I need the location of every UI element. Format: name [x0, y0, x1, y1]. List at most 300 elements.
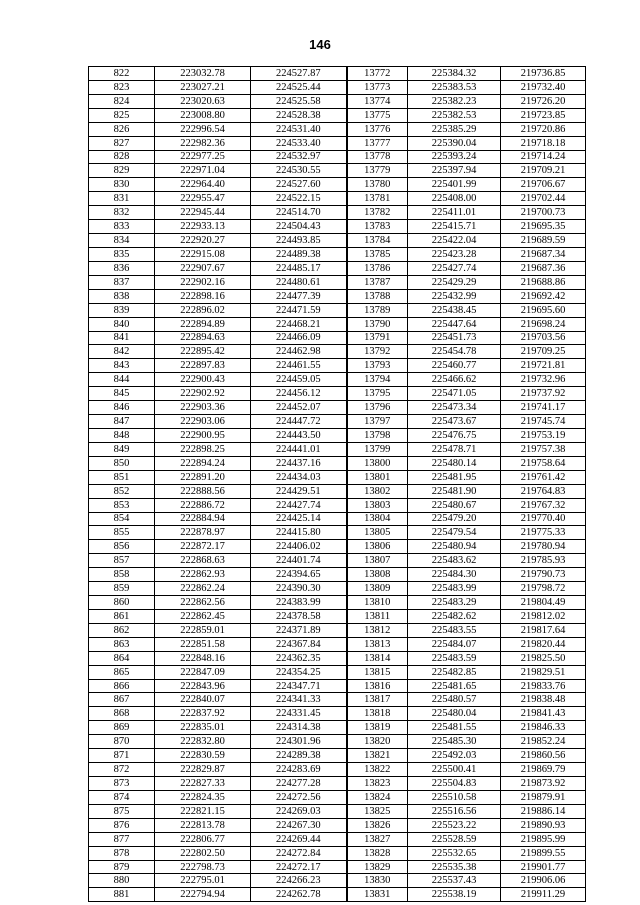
y-coordinate-cell: 224272.56 [251, 790, 347, 804]
y-coordinate-cell: 224528.38 [251, 108, 347, 122]
x-coordinate-cell: 225480.04 [408, 707, 501, 721]
y-coordinate-cell: 219895.99 [501, 832, 586, 846]
table-row [89, 554, 586, 568]
point-number-cell: 839 [89, 303, 155, 317]
point-number-cell: 13816 [347, 679, 408, 693]
point-number-cell: 13829 [347, 860, 408, 874]
x-coordinate-cell: 222903.36 [155, 401, 251, 415]
x-coordinate-cell: 225385.29 [408, 122, 501, 136]
x-coordinate-cell: 225481.55 [408, 721, 501, 735]
y-coordinate-cell: 219689.59 [501, 234, 586, 248]
x-coordinate-cell: 222794.94 [155, 888, 251, 902]
x-coordinate-cell: 222900.43 [155, 373, 251, 387]
y-coordinate-cell: 219700.73 [501, 206, 586, 220]
point-number-cell: 822 [89, 67, 155, 81]
point-number-cell: 13774 [347, 94, 408, 108]
x-coordinate-cell: 223020.63 [155, 94, 251, 108]
point-number-cell: 13783 [347, 220, 408, 234]
y-coordinate-cell: 224429.51 [251, 484, 347, 498]
y-coordinate-cell: 219869.79 [501, 763, 586, 777]
point-number-cell: 832 [89, 206, 155, 220]
x-coordinate-cell: 222977.25 [155, 150, 251, 164]
y-coordinate-cell: 219829.51 [501, 665, 586, 679]
table-row [89, 540, 586, 554]
x-coordinate-cell: 222895.42 [155, 345, 251, 359]
point-number-cell: 13779 [347, 164, 408, 178]
x-coordinate-cell: 222933.13 [155, 220, 251, 234]
y-coordinate-cell: 219703.56 [501, 331, 586, 345]
point-number-cell: 825 [89, 108, 155, 122]
y-coordinate-cell: 219721.81 [501, 359, 586, 373]
x-coordinate-cell: 225382.23 [408, 94, 501, 108]
point-number-cell: 13789 [347, 303, 408, 317]
point-number-cell: 868 [89, 707, 155, 721]
point-number-cell: 13802 [347, 484, 408, 498]
table-row [89, 442, 586, 456]
x-coordinate-cell: 222851.58 [155, 637, 251, 651]
y-coordinate-cell: 219688.86 [501, 275, 586, 289]
x-coordinate-cell: 225480.57 [408, 693, 501, 707]
y-coordinate-cell: 224477.39 [251, 289, 347, 303]
y-coordinate-cell: 224267.30 [251, 818, 347, 832]
x-coordinate-cell: 222900.95 [155, 428, 251, 442]
y-coordinate-cell: 219817.64 [501, 623, 586, 637]
y-coordinate-cell: 224443.50 [251, 428, 347, 442]
y-coordinate-cell: 219702.44 [501, 192, 586, 206]
point-number-cell: 13809 [347, 582, 408, 596]
point-number-cell: 13812 [347, 623, 408, 637]
point-number-cell: 13825 [347, 804, 408, 818]
table-row [89, 373, 586, 387]
y-coordinate-cell: 219879.91 [501, 790, 586, 804]
x-coordinate-cell: 225479.54 [408, 526, 501, 540]
table-row [89, 192, 586, 206]
x-coordinate-cell: 225447.64 [408, 317, 501, 331]
y-coordinate-cell: 219886.14 [501, 804, 586, 818]
y-coordinate-cell: 224530.55 [251, 164, 347, 178]
point-number-cell: 13773 [347, 80, 408, 94]
point-number-cell: 13790 [347, 317, 408, 331]
y-coordinate-cell: 224462.98 [251, 345, 347, 359]
x-coordinate-cell: 225482.85 [408, 665, 501, 679]
point-number-cell: 13822 [347, 763, 408, 777]
y-coordinate-cell: 219709.21 [501, 164, 586, 178]
y-coordinate-cell: 219695.35 [501, 220, 586, 234]
point-number-cell: 13808 [347, 568, 408, 582]
table-row [89, 804, 586, 818]
point-number-cell: 13810 [347, 596, 408, 610]
y-coordinate-cell: 219757.38 [501, 442, 586, 456]
point-number-cell: 862 [89, 623, 155, 637]
x-coordinate-cell: 225415.71 [408, 220, 501, 234]
y-coordinate-cell: 219901.77 [501, 860, 586, 874]
table-row [89, 428, 586, 442]
point-number-cell: 13818 [347, 707, 408, 721]
y-coordinate-cell: 224269.03 [251, 804, 347, 818]
y-coordinate-cell: 219873.92 [501, 777, 586, 791]
table-row [89, 303, 586, 317]
y-coordinate-cell: 219764.83 [501, 484, 586, 498]
point-number-cell: 13804 [347, 512, 408, 526]
point-number-cell: 871 [89, 749, 155, 763]
point-number-cell: 823 [89, 80, 155, 94]
point-number-cell: 13796 [347, 401, 408, 415]
y-coordinate-cell: 224266.23 [251, 874, 347, 888]
point-number-cell: 13782 [347, 206, 408, 220]
table-row [89, 122, 586, 136]
y-coordinate-cell: 224289.38 [251, 749, 347, 763]
table-row [89, 261, 586, 275]
x-coordinate-cell: 222830.59 [155, 749, 251, 763]
y-coordinate-cell: 224427.74 [251, 498, 347, 512]
y-coordinate-cell: 224272.84 [251, 846, 347, 860]
y-coordinate-cell: 219687.34 [501, 247, 586, 261]
x-coordinate-cell: 222848.16 [155, 651, 251, 665]
x-coordinate-cell: 222862.24 [155, 582, 251, 596]
x-coordinate-cell: 225523.22 [408, 818, 501, 832]
x-coordinate-cell: 222902.92 [155, 387, 251, 401]
table-row [89, 456, 586, 470]
x-coordinate-cell: 225480.14 [408, 456, 501, 470]
y-coordinate-cell: 224331.45 [251, 707, 347, 721]
table-row [89, 484, 586, 498]
point-number-cell: 872 [89, 763, 155, 777]
x-coordinate-cell: 223032.78 [155, 67, 251, 81]
point-number-cell: 13807 [347, 554, 408, 568]
y-coordinate-cell: 219812.02 [501, 609, 586, 623]
point-number-cell: 13778 [347, 150, 408, 164]
x-coordinate-cell: 225483.62 [408, 554, 501, 568]
y-coordinate-cell: 219798.72 [501, 582, 586, 596]
point-number-cell: 851 [89, 470, 155, 484]
x-coordinate-cell: 223027.21 [155, 80, 251, 94]
point-number-cell: 849 [89, 442, 155, 456]
x-coordinate-cell: 222894.24 [155, 456, 251, 470]
y-coordinate-cell: 224383.99 [251, 596, 347, 610]
x-coordinate-cell: 222878.97 [155, 526, 251, 540]
table-row [89, 401, 586, 415]
point-number-cell: 877 [89, 832, 155, 846]
point-number-cell: 13787 [347, 275, 408, 289]
x-coordinate-cell: 222832.80 [155, 735, 251, 749]
x-coordinate-cell: 225383.53 [408, 80, 501, 94]
table-row [89, 80, 586, 94]
x-coordinate-cell: 222862.56 [155, 596, 251, 610]
x-coordinate-cell: 222802.50 [155, 846, 251, 860]
y-coordinate-cell: 224504.43 [251, 220, 347, 234]
table-row [89, 234, 586, 248]
point-number-cell: 824 [89, 94, 155, 108]
point-number-cell: 875 [89, 804, 155, 818]
point-number-cell: 864 [89, 651, 155, 665]
y-coordinate-cell: 219820.44 [501, 637, 586, 651]
point-number-cell: 841 [89, 331, 155, 345]
x-coordinate-cell: 225427.74 [408, 261, 501, 275]
point-number-cell: 836 [89, 261, 155, 275]
point-number-cell: 13794 [347, 373, 408, 387]
x-coordinate-cell: 222843.96 [155, 679, 251, 693]
table-row [89, 860, 586, 874]
x-coordinate-cell: 225500.41 [408, 763, 501, 777]
table-row [89, 164, 586, 178]
y-coordinate-cell: 224452.07 [251, 401, 347, 415]
y-coordinate-cell: 224301.96 [251, 735, 347, 749]
x-coordinate-cell: 222806.77 [155, 832, 251, 846]
x-coordinate-cell: 223008.80 [155, 108, 251, 122]
page-number: 146 [309, 37, 331, 52]
table-row [89, 415, 586, 429]
table-row [89, 721, 586, 735]
y-coordinate-cell: 219825.50 [501, 651, 586, 665]
point-number-cell: 13780 [347, 178, 408, 192]
x-coordinate-cell: 222821.15 [155, 804, 251, 818]
x-coordinate-cell: 222824.35 [155, 790, 251, 804]
x-coordinate-cell: 222868.63 [155, 554, 251, 568]
y-coordinate-cell: 224277.28 [251, 777, 347, 791]
point-number-cell: 13772 [347, 67, 408, 81]
x-coordinate-cell: 225532.65 [408, 846, 501, 860]
table-row [89, 763, 586, 777]
y-coordinate-cell: 224461.55 [251, 359, 347, 373]
table-row [89, 777, 586, 791]
table-row [89, 651, 586, 665]
table-row [89, 749, 586, 763]
y-coordinate-cell: 219838.48 [501, 693, 586, 707]
table-row [89, 609, 586, 623]
y-coordinate-cell: 224456.12 [251, 387, 347, 401]
x-coordinate-cell: 222982.36 [155, 136, 251, 150]
point-number-cell: 858 [89, 568, 155, 582]
x-coordinate-cell: 222884.94 [155, 512, 251, 526]
x-coordinate-cell: 225382.53 [408, 108, 501, 122]
x-coordinate-cell: 222955.47 [155, 192, 251, 206]
y-coordinate-cell: 224347.71 [251, 679, 347, 693]
y-coordinate-cell: 219785.93 [501, 554, 586, 568]
table-row [89, 888, 586, 902]
y-coordinate-cell: 224441.01 [251, 442, 347, 456]
point-number-cell: 13793 [347, 359, 408, 373]
point-number-cell: 13830 [347, 874, 408, 888]
table-row [89, 206, 586, 220]
x-coordinate-cell: 225384.32 [408, 67, 501, 81]
x-coordinate-cell: 222829.87 [155, 763, 251, 777]
y-coordinate-cell: 224367.84 [251, 637, 347, 651]
point-number-cell: 13776 [347, 122, 408, 136]
x-coordinate-cell: 222872.17 [155, 540, 251, 554]
y-coordinate-cell: 219736.85 [501, 67, 586, 81]
y-coordinate-cell: 224378.58 [251, 609, 347, 623]
point-number-cell: 13788 [347, 289, 408, 303]
x-coordinate-cell: 222862.45 [155, 609, 251, 623]
x-coordinate-cell: 225451.73 [408, 331, 501, 345]
y-coordinate-cell: 224532.97 [251, 150, 347, 164]
point-number-cell: 878 [89, 846, 155, 860]
y-coordinate-cell: 224531.40 [251, 122, 347, 136]
y-coordinate-cell: 224522.15 [251, 192, 347, 206]
y-coordinate-cell: 219695.60 [501, 303, 586, 317]
x-coordinate-cell: 225483.99 [408, 582, 501, 596]
point-number-cell: 13799 [347, 442, 408, 456]
x-coordinate-cell: 225480.94 [408, 540, 501, 554]
x-coordinate-cell: 225481.65 [408, 679, 501, 693]
y-coordinate-cell: 219714.24 [501, 150, 586, 164]
y-coordinate-cell: 224415.80 [251, 526, 347, 540]
point-number-cell: 866 [89, 679, 155, 693]
point-number-cell: 867 [89, 693, 155, 707]
point-number-cell: 13811 [347, 609, 408, 623]
point-number-cell: 845 [89, 387, 155, 401]
y-coordinate-cell: 219698.24 [501, 317, 586, 331]
y-coordinate-cell: 224262.78 [251, 888, 347, 902]
point-number-cell: 13831 [347, 888, 408, 902]
y-coordinate-cell: 219753.19 [501, 428, 586, 442]
point-number-cell: 848 [89, 428, 155, 442]
point-number-cell: 13781 [347, 192, 408, 206]
point-number-cell: 853 [89, 498, 155, 512]
x-coordinate-cell: 225390.04 [408, 136, 501, 150]
y-coordinate-cell: 219732.96 [501, 373, 586, 387]
table-row [89, 637, 586, 651]
y-coordinate-cell: 224527.60 [251, 178, 347, 192]
point-number-cell: 831 [89, 192, 155, 206]
y-coordinate-cell: 224480.61 [251, 275, 347, 289]
x-coordinate-cell: 222945.44 [155, 206, 251, 220]
point-number-cell: 854 [89, 512, 155, 526]
point-number-cell: 840 [89, 317, 155, 331]
y-coordinate-cell: 224493.85 [251, 234, 347, 248]
y-coordinate-cell: 224434.03 [251, 470, 347, 484]
point-number-cell: 869 [89, 721, 155, 735]
x-coordinate-cell: 222897.83 [155, 359, 251, 373]
y-coordinate-cell: 224406.02 [251, 540, 347, 554]
table-row [89, 818, 586, 832]
y-coordinate-cell: 224533.40 [251, 136, 347, 150]
x-coordinate-cell: 222813.78 [155, 818, 251, 832]
point-number-cell: 829 [89, 164, 155, 178]
y-coordinate-cell: 224527.87 [251, 67, 347, 81]
point-number-cell: 835 [89, 247, 155, 261]
y-coordinate-cell: 219737.92 [501, 387, 586, 401]
x-coordinate-cell: 222798.73 [155, 860, 251, 874]
x-coordinate-cell: 222903.06 [155, 415, 251, 429]
x-coordinate-cell: 222915.08 [155, 247, 251, 261]
x-coordinate-cell: 222894.89 [155, 317, 251, 331]
y-coordinate-cell: 219860.56 [501, 749, 586, 763]
y-coordinate-cell: 219687.36 [501, 261, 586, 275]
point-number-cell: 13801 [347, 470, 408, 484]
x-coordinate-cell: 225397.94 [408, 164, 501, 178]
table-row [89, 582, 586, 596]
y-coordinate-cell: 219899.55 [501, 846, 586, 860]
point-number-cell: 846 [89, 401, 155, 415]
point-number-cell: 860 [89, 596, 155, 610]
y-coordinate-cell: 224314.38 [251, 721, 347, 735]
point-number-cell: 13777 [347, 136, 408, 150]
table-row [89, 289, 586, 303]
x-coordinate-cell: 225535.38 [408, 860, 501, 874]
x-coordinate-cell: 222971.04 [155, 164, 251, 178]
y-coordinate-cell: 224394.65 [251, 568, 347, 582]
y-coordinate-cell: 224425.14 [251, 512, 347, 526]
y-coordinate-cell: 219804.49 [501, 596, 586, 610]
table-row [89, 470, 586, 484]
y-coordinate-cell: 219890.93 [501, 818, 586, 832]
x-coordinate-cell: 222835.01 [155, 721, 251, 735]
x-coordinate-cell: 222896.02 [155, 303, 251, 317]
x-coordinate-cell: 222964.40 [155, 178, 251, 192]
x-coordinate-cell: 225478.71 [408, 442, 501, 456]
y-coordinate-cell: 224525.44 [251, 80, 347, 94]
x-coordinate-cell: 225485.30 [408, 735, 501, 749]
y-coordinate-cell: 224283.69 [251, 763, 347, 777]
point-number-cell: 13817 [347, 693, 408, 707]
x-coordinate-cell: 222859.01 [155, 623, 251, 637]
table-row [89, 108, 586, 122]
y-coordinate-cell: 224447.72 [251, 415, 347, 429]
point-number-cell: 13821 [347, 749, 408, 763]
x-coordinate-cell: 225411.01 [408, 206, 501, 220]
point-number-cell: 850 [89, 456, 155, 470]
table-row [89, 498, 586, 512]
point-number-cell: 13785 [347, 247, 408, 261]
point-number-cell: 828 [89, 150, 155, 164]
y-coordinate-cell: 219723.85 [501, 108, 586, 122]
y-coordinate-cell: 224525.58 [251, 94, 347, 108]
table-row [89, 832, 586, 846]
x-coordinate-cell: 222894.63 [155, 331, 251, 345]
y-coordinate-cell: 224371.89 [251, 623, 347, 637]
point-number-cell: 13800 [347, 456, 408, 470]
x-coordinate-cell: 225538.19 [408, 888, 501, 902]
x-coordinate-cell: 225423.28 [408, 247, 501, 261]
x-coordinate-cell: 225438.45 [408, 303, 501, 317]
point-number-cell: 857 [89, 554, 155, 568]
table-row [89, 665, 586, 679]
table-row [89, 345, 586, 359]
x-coordinate-cell: 225460.77 [408, 359, 501, 373]
y-coordinate-cell: 219758.64 [501, 456, 586, 470]
x-coordinate-cell: 222827.33 [155, 777, 251, 791]
y-coordinate-cell: 224489.38 [251, 247, 347, 261]
y-coordinate-cell: 219741.17 [501, 401, 586, 415]
point-number-cell: 881 [89, 888, 155, 902]
point-number-cell: 13806 [347, 540, 408, 554]
point-number-cell: 13828 [347, 846, 408, 860]
x-coordinate-cell: 222996.54 [155, 122, 251, 136]
x-coordinate-cell: 225483.29 [408, 596, 501, 610]
point-number-cell: 859 [89, 582, 155, 596]
point-number-cell: 837 [89, 275, 155, 289]
point-number-cell: 843 [89, 359, 155, 373]
point-number-cell: 879 [89, 860, 155, 874]
y-coordinate-cell: 224272.17 [251, 860, 347, 874]
y-coordinate-cell: 219732.40 [501, 80, 586, 94]
table-row [89, 247, 586, 261]
point-number-cell: 880 [89, 874, 155, 888]
point-number-cell: 876 [89, 818, 155, 832]
table-row [89, 735, 586, 749]
point-number-cell: 856 [89, 540, 155, 554]
y-coordinate-cell: 224269.44 [251, 832, 347, 846]
y-coordinate-cell: 224514.70 [251, 206, 347, 220]
point-number-cell: 13775 [347, 108, 408, 122]
x-coordinate-cell: 222847.09 [155, 665, 251, 679]
point-number-cell: 13795 [347, 387, 408, 401]
x-coordinate-cell: 225482.62 [408, 609, 501, 623]
point-number-cell: 865 [89, 665, 155, 679]
y-coordinate-cell: 219726.20 [501, 94, 586, 108]
coordinates-table [88, 66, 586, 902]
